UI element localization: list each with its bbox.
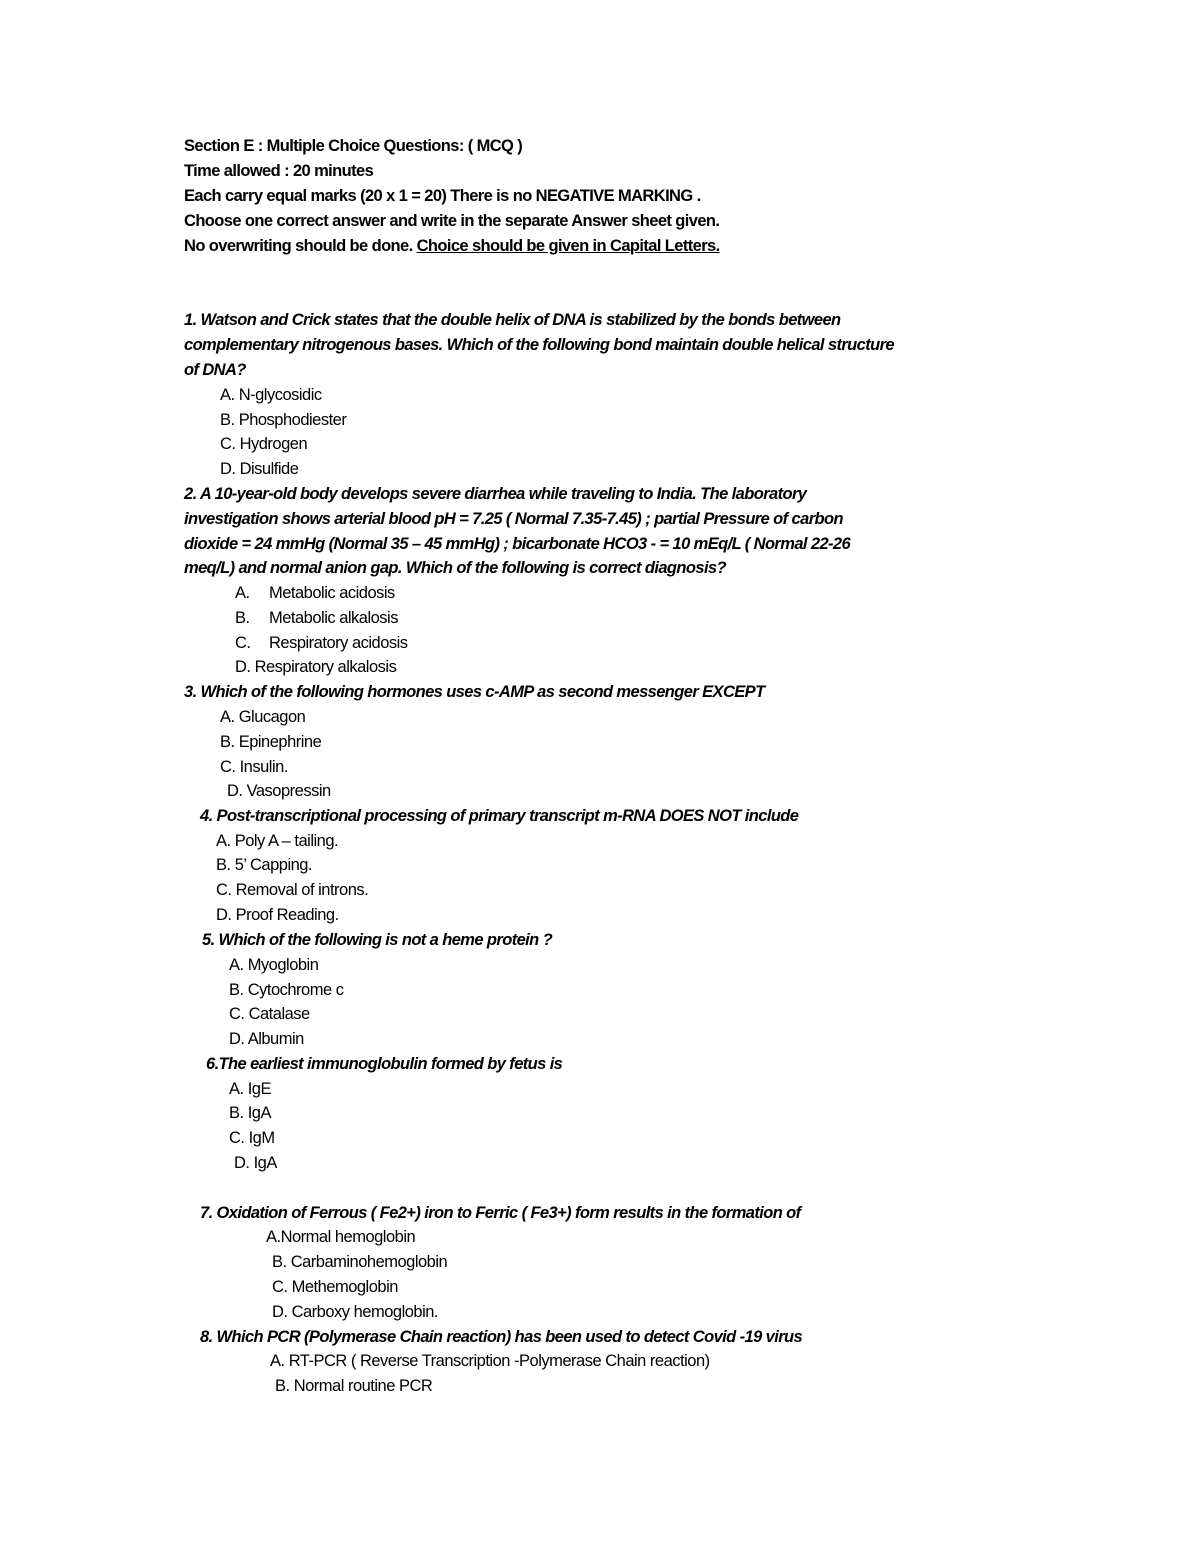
option [216,903,339,928]
option-text: Carboxy hemoglobin. [291,1303,439,1321]
option-letter: C. [235,634,251,652]
option-text: Vasopressin [246,782,331,800]
option-text: Removal of introns. [235,881,369,899]
option [229,1002,310,1027]
question-text-line: 2. A 10-year-old body develops severe diarrhea while traveling to India. The laboratory [184,485,807,503]
option-text: Cytochrome c [247,981,344,999]
option-letter: A. [270,1352,285,1370]
marking-scheme: Each carry equal marks (20 x 1 = 20) There is no NEGATIVE MARKING . [184,187,701,205]
option [272,1300,438,1325]
option [229,1027,304,1052]
option-letter: A. [229,956,244,974]
option [220,383,322,408]
option [229,953,318,978]
option [272,1250,447,1275]
option-letter: B. [229,1104,244,1122]
option-letter: D. [272,1303,288,1321]
option-letter: D. [229,1030,245,1048]
option [216,829,338,854]
option [270,1349,710,1374]
option-text: N-glycosidic [238,386,322,404]
option-letter: A. [229,1080,244,1098]
option-text: Hydrogen [239,435,308,453]
option [275,1374,432,1399]
option [220,432,307,457]
option-letter: B. [229,981,244,999]
option-text: Poly A – tailing. [234,832,339,850]
option-text: Metabolic acidosis [269,584,395,602]
option-letter: D. [220,460,236,478]
question-text-line: investigation shows arterial blood pH = 7.25 ( Normal 7.35-7.45) ; partial Pressure of carbon [184,509,843,528]
option-text: IgA [253,1154,277,1172]
option [220,755,288,780]
option [220,730,321,755]
option-letter: C. [220,758,236,776]
option-text: Respiratory acidosis [269,634,408,652]
option [229,1077,271,1102]
option-letter: B. [220,733,235,751]
option-text: Proof Reading. [235,906,339,924]
question-text-line: 1. Watson and Crick states that the double helix of DNA is stabilized by the bonds between [184,311,841,329]
option-text: Methemoglobin [291,1278,398,1296]
option-text: Albumin [247,1030,304,1048]
option-letter: A. [220,708,235,726]
option [235,631,408,656]
option-text: Insulin. [239,758,288,776]
option-text: IgE [247,1080,271,1098]
question-text-line: dioxide = 24 mmHg (Normal 35 – 45 mmHg) ; bicarbonate HCO3 - = 10 mEq/L ( Normal 22-26 [184,534,851,553]
question-6: 6.The earliest immunoglobulin formed by fetus is [206,1055,563,1073]
option-text: Glucagon [238,708,306,726]
option [234,1151,277,1176]
option-letter: A. [220,386,235,404]
section-title: Section E : Multiple Choice Questions: ( MCQ ) [184,137,523,155]
option-text: RT-PCR ( Reverse Transcription -Polymerase Chain reaction) [288,1352,710,1370]
option [227,779,331,804]
option-letter: B. [216,856,231,874]
option [229,1126,275,1151]
answer-instruction: Choose one correct answer and write in the separate Answer sheet given. [184,212,720,230]
option-letter: C. [229,1129,245,1147]
question-text-line: meq/L) and normal anion gap. Which of the following is correct diagnosis? [184,559,726,578]
option-text: Carbaminohemoglobin [290,1253,448,1271]
option [235,606,398,631]
option-text: Metabolic alkalosis [269,609,398,627]
option-letter: C. [220,435,236,453]
option-letter: B. [275,1377,290,1395]
question-1 [184,308,894,382]
option-text: IgM [248,1129,275,1147]
option-letter: B. [235,609,250,627]
time-allowed: Time allowed : 20 minutes [184,162,374,180]
overwriting-instruction [184,234,1084,259]
option-letter: A. [235,584,250,602]
question-7: 7. Oxidation of Ferrous ( Fe2+) iron to Ferric ( Fe3+) form results in the formation of [200,1204,801,1222]
question-text-line: of DNA? [184,360,246,379]
option-letter: D. [216,906,232,924]
option-text: Epinephrine [238,733,322,751]
question-2 [184,482,850,581]
question-text-line: complementary nitrogenous bases. Which of the following bond maintain double helical structure [184,335,895,354]
option [216,878,368,903]
exam-instructions [184,134,1084,259]
option-text: Respiratory alkalosis [254,658,397,676]
capital-letters-note: Choice should be given in Capital Letters. [416,237,720,255]
question-3: 3. Which of the following hormones uses c-AMP as second messenger EXCEPT [184,683,765,701]
option-text: IgA [247,1104,271,1122]
option [229,1101,271,1126]
option-letter: D. [227,782,243,800]
option-text: Phosphodiester [238,411,347,429]
option-letter: A. [266,1228,281,1246]
option-letter: D. [235,658,251,676]
option-letter: B. [220,411,235,429]
option-text: Myoglobin [247,956,319,974]
option [220,457,298,482]
option [220,408,346,433]
overwriting-note: No overwriting should be done. [184,237,417,255]
option-letter: D. [234,1154,250,1172]
option [272,1275,398,1300]
option-text: Normal routine PCR [293,1377,433,1395]
option-letter: C. [229,1005,245,1023]
option-letter: C. [272,1278,288,1296]
option-text: Catalase [248,1005,310,1023]
option [220,705,305,730]
option-letter: C. [216,881,232,899]
question-8: 8. Which PCR (Polymerase Chain reaction) has been used to detect Covid -19 virus [200,1328,803,1346]
option [235,655,396,680]
question-5: 5. Which of the following is not a heme protein ? [202,931,553,949]
option-text: Disulfide [239,460,299,478]
option-text: 5’ Capping. [234,856,313,874]
option-letter: B. [272,1253,287,1271]
option [229,978,343,1003]
option [266,1225,415,1250]
option [216,853,312,878]
option-letter: A. [216,832,231,850]
question-4: 4. Post-transcriptional processing of primary transcript m-RNA DOES NOT include [200,807,799,825]
option [235,581,395,606]
option-text: Normal hemoglobin [280,1228,416,1246]
